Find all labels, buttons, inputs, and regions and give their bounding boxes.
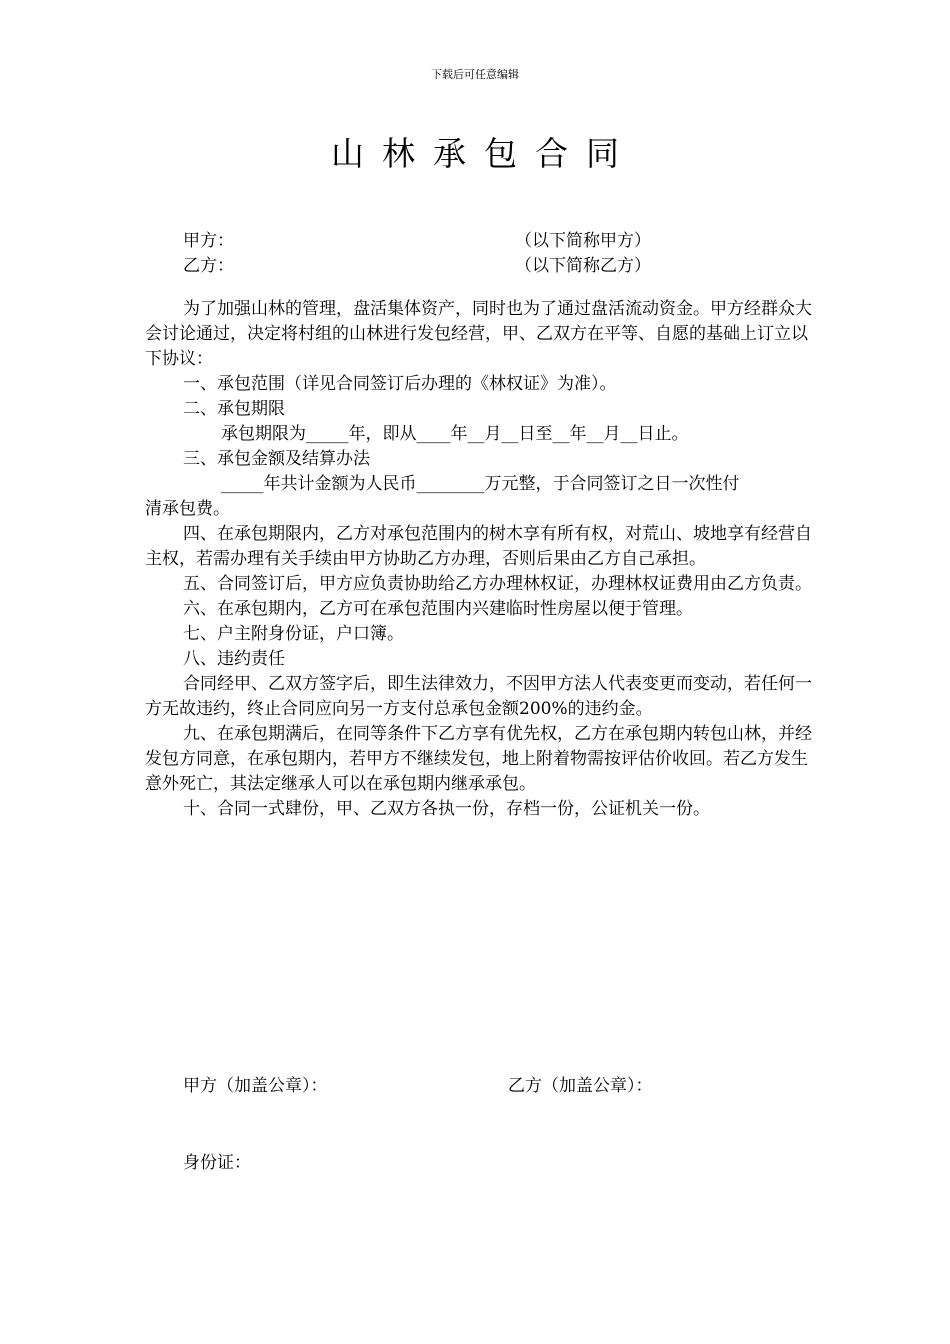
clause-8-heading: 八、违约责任 xyxy=(183,649,285,669)
clause-3-body-line-2: 清承包费。 xyxy=(145,499,230,519)
document-title: 山林承包合同 xyxy=(331,134,637,173)
clause-3-body-line-1: _____年共计金额为人民币________万元整，于合同签订之日一次性付 xyxy=(221,474,740,494)
clause-3-heading: 三、承包金额及结算办法 xyxy=(183,449,370,469)
party-a-signature: 甲方（加盖公章）： xyxy=(183,1076,328,1096)
id-card-label: 身份证： xyxy=(183,1153,251,1173)
party-a-line xyxy=(183,226,651,251)
contract-body xyxy=(145,297,815,822)
clause-9: 九、在承包期满后，在同等条件下乙方享有优先权，乙方在承包期内转包山林，并经发包方同意，在承包期内，若甲方不继续发包，地上附着物需按评估价收回。若乙方发生意外死亡，其法定继承人可以在承包期内继承承包。 xyxy=(145,724,812,794)
intro-paragraph: 为了加强山林的管理，盘活集体资产，同时也为了通过盘活流动资金。甲方经群众大会讨论通过，决定将村组的山林进行发包经营，甲、乙双方在平等、自愿的基础上订立以下协议： xyxy=(145,299,812,369)
clause-2-heading: 二、承包期限 xyxy=(183,399,285,419)
party-b-line xyxy=(183,251,651,276)
header-note: 下载后可任意编辑 xyxy=(431,68,519,81)
party-b-signature: 乙方（加盖公章）： xyxy=(508,1076,653,1096)
clause-1: 一、承包范围（详见合同签订后办理的《林权证》为准）。 xyxy=(183,374,617,394)
clause-10: 十、合同一式肆份，甲、乙双方各执一份，存档一份，公证机关一份。 xyxy=(183,799,710,819)
party-b-label: 乙方： xyxy=(183,256,234,276)
clause-2-body: 承包期限为_____年，即从____年__月__日至__年__月__日止。 xyxy=(221,424,689,444)
clause-4: 四、在承包期限内，乙方对承包范围内的树木享有所有权，对荒山、坡地享有经营自主权，若需办理有关手续由甲方协助乙方办理，否则后果由乙方自己承担。 xyxy=(145,524,812,569)
clause-6: 六、在承包期内，乙方可在承包范围内兴建临时性房屋以便于管理。 xyxy=(183,599,693,619)
party-a-alias: （以下简称甲方） xyxy=(515,231,651,251)
clause-8-body: 合同经甲、乙双方签字后，即生法律效力，不因甲方法人代表变更而变动，若任何一方无故违约，终止合同应向另一方支付总承包金额200%的违约金。 xyxy=(145,674,812,719)
party-a-label: 甲方： xyxy=(183,231,234,251)
clause-5: 五、合同签订后，甲方应负责协助给乙方办理林权证，办理林权证费用由乙方负责。 xyxy=(183,574,812,594)
party-b-alias: （以下简称乙方） xyxy=(515,256,651,276)
clause-7: 七、户主附身份证，户口簿。 xyxy=(183,624,404,644)
